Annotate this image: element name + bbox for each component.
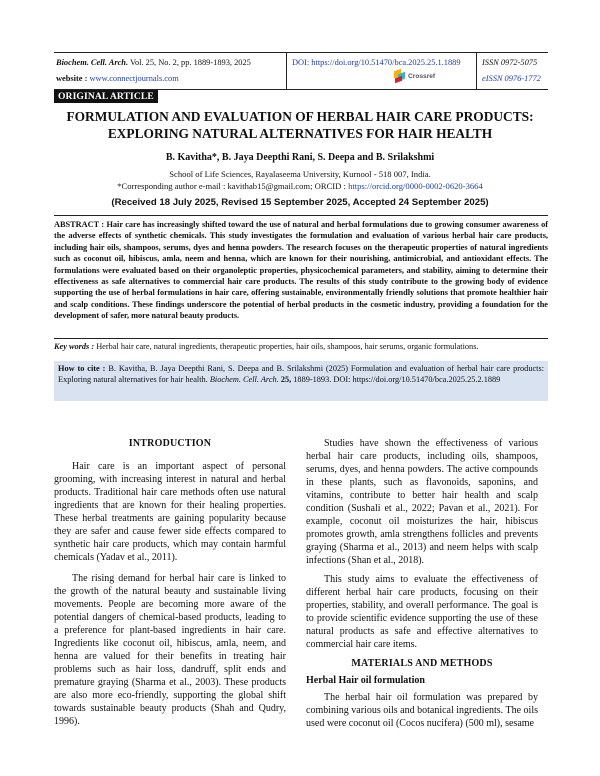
article-title	[40, 108, 560, 142]
how-to-cite-box	[54, 361, 548, 401]
issn: ISSN 0972-5075	[482, 58, 538, 67]
crossref-icon	[394, 70, 406, 83]
methods-heading: MATERIALS AND METHODS	[351, 658, 493, 669]
cite-journal: Biochem. Cell. Arch.	[209, 375, 279, 385]
crossref-badge[interactable]	[394, 70, 435, 83]
introduction-heading: INTRODUCTION	[128, 438, 212, 449]
cite-rest: 1889-1893. DOI: https://doi.org/10.51470/bca.2025.25.2.1889	[293, 375, 501, 385]
left-column	[54, 437, 286, 728]
author-list: B. Kavitha*, B. Jaya Deepthi Rani, S. Deepa and B. Srilakshmi	[165, 152, 435, 163]
corresponding-author	[40, 181, 560, 191]
volume-info: Vol. 25, No. 2, pp. 1889-1893, 2025	[130, 58, 251, 67]
keywords-text: Herbal hair care, natural ingredients, therapeutic properties, hair oils, shampoos, hair serums, organic formulations.	[96, 342, 479, 351]
journal-header	[54, 52, 548, 90]
keywords-label: Key words :	[54, 342, 95, 351]
eissn: eISSN 0976-1772	[482, 74, 541, 83]
journal-name: Biochem. Cell. Arch.	[56, 58, 129, 67]
right-paragraph-1: Studies have shown the effectiveness of various herbal hair care products, including oils, shampoos, serums, dyes, and henna powders. The active compounds in these plants, such as flavonoids, saponins, and vitamins, contribute to better hair health and scalp condition (Sushali et al., 2022; Pavan et al., 2021). For example, coconut oil moisturizes the hair, hibiscus promotes growth, amla strengthens follicles and prevents graying (Sharma et al., 2013) and neem helps with scalp infections (Shan et al., 2018).	[306, 438, 538, 566]
website-link[interactable]: www.connectjournals.com	[89, 74, 179, 83]
title-line-1: FORMULATION AND EVALUATION OF HERBAL HAIR CARE PRODUCTS:	[66, 109, 534, 124]
abstract-text: Hair care has increasingly shifted toward the use of natural and herbal formulations due to growing consumer awareness of the adverse effects of synthetic chemicals. This study investigates the formulation and evaluation of various herbal hair care products, including hair oils, shampoos, serums, dyes and henna powders. The research focuses on the therapeutic properties of natural ingredients such as coconut oil, hibiscus, amla, neem and henna, which are known for their nourishing, antimicrobial, and antioxidant effects. The formulations were evaluated based on their organoleptic properties, physicochemical parameters, and stability, aiming to determine their effectiveness as safe alternatives to commercial hair care products. The results of this study contribute to the growing body of evidence supporting the use of herbal formulations in hair care, offering sustainable, environmentally friendly solutions that promote healthier hair and scalp conditions. These findings underscore the potential of herbal products in the cosmetic industry, providing a foundation for the development of safer, more natural beauty products.	[54, 220, 548, 321]
journal-citation	[56, 58, 251, 67]
doi-link[interactable]: DOI: https://doi.org/10.51470/bca.2025.25.1.1889	[292, 58, 461, 67]
cite-volume: 25,	[280, 375, 292, 385]
hair-oil-subheading: Herbal Hair oil formulation	[306, 675, 425, 686]
intro-paragraph-2: The rising demand for herbal hair care is linked to the growth of the natural beauty and sustainable living movements. People are becoming more aware of the potential dangers of chemical-based products, leading to a preference for plant-based ingredients in hair care. Ingredients like coconut oil, hibiscus, amla, neem, and henna are valued for their benefits in treating hair problems such as hair loss, dandruff, split ends and premature graying (Sharma et al., 2003). These products are also more eco-friendly, supporting the global shift towards sustainable beauty products (Shah and Qudry, 1996).	[54, 573, 286, 727]
corresponding-text: *Corresponding author e-mail : kavithab15@gmail.com; ORCID :	[117, 181, 349, 191]
orcid-link[interactable]: https://orcid.org/0000-0002-0620-3664	[348, 181, 483, 191]
right-paragraph-3: The herbal hair oil formulation was prepared by combining various oils and botanical ingredients. The oils used were coconut oil (Cocos nucifera) (500 ml), sesame	[306, 692, 538, 729]
right-column	[306, 437, 538, 730]
abstract-bottom-rule	[54, 338, 548, 339]
article-type-badge: ORIGINAL ARTICLE	[54, 90, 158, 103]
abstract	[54, 219, 548, 322]
submission-dates: (Received 18 July 2025, Revised 15 September 2025, Accepted 24 September 2025)	[111, 197, 489, 208]
header-right	[480, 53, 548, 89]
affiliation: School of Life Sciences, Rayalaseema University, Kurnool - 518 007, India.	[169, 169, 431, 179]
header-left	[54, 53, 287, 89]
header-middle	[290, 53, 477, 89]
crossref-label: Crossref	[408, 73, 436, 80]
keywords	[54, 341, 548, 352]
abstract-label: ABSTRACT :	[54, 220, 105, 229]
cite-authors: B. Kavitha, B. Jaya Deepthi Rani, S. Deepa and B. Srilakshmi (2025) Formulation and evaluation of herbal hair care products: Exploring natural alternatives for hair health.	[58, 364, 544, 385]
website-label: website :	[56, 74, 88, 83]
website-line	[56, 74, 179, 83]
title-line-2: EXPLORING NATURAL ALTERNATIVES FOR HAIR HEALTH	[107, 126, 493, 141]
cite-label: How to cite :	[58, 364, 106, 373]
abstract-top-rule	[54, 215, 548, 216]
right-paragraph-2: This study aims to evaluate the effectiveness of different herbal hair care products, focusing on their properties, stability, and overall performance. The goal is to provide scientific evidence supporting the use of these natural products as safe and effective alternatives to commercial hair care items.	[306, 574, 538, 650]
intro-paragraph-1: Hair care is an important aspect of personal grooming, with increasing interest in natural and herbal products. Traditional hair care methods often use natural ingredients that are known for their healing properties. These herbal treatments are gaining popularity because they are safer and cause fewer side effects compared to synthetic hair care products, which may contain harmful chemicals (Yadav et al., 2011).	[54, 461, 286, 563]
